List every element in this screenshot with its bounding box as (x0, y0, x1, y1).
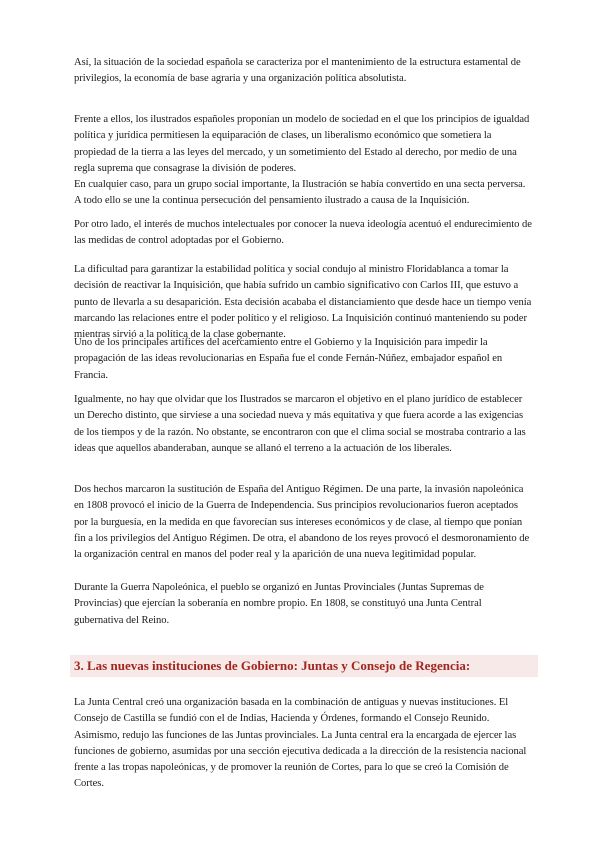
paragraph-5: La dificultad para garantizar la estabilidad política y social condujo al ministro Floridablanca a tomar la decisión de reactivar la Inquisición, que había sufrido un cambio significativo con Carlos III, que estuvo a punto de llevarla a su desaparición. Esta decisión acababa el distanciamiento que desde hace un tiempo venía marcando las relaciones entre el poder político y el religioso. La Inquisición continuó manteniendo su poder mientras sirvió a la política de la clase gobernante. (74, 264, 532, 341)
paragraph-9: Durante la Guerra Napoleónica, el pueblo se organizó en Juntas Provinciales (Juntas Supremas de Provincias) que ejercían la soberanía en nombre propio. En 1808, se constituyó una Junta Central gubernativa del Reino. (74, 582, 484, 626)
paragraph-6: Uno de los principales artífices del acercamiento entre el Gobierno y la Inquisición para impedir la propagación de las ideas revolucionarias en España fue el conde Fernán-Núñez, embajador español en Francia. (74, 337, 503, 381)
paragraph-1: Así, la situación de la sociedad española se caracteriza por el mantenimiento de la estructura estamental de privilegios, la economía de base agraria y una organización política absolutista. (74, 57, 521, 85)
section-paragraph: La Junta Central creó una organización basada en la combinación de antiguas y nuevas instituciones. El Consejo de Castilla se fundió con el de Indias, Hacienda y Órdenes, formando el Consejo Reunido. Asimismo, redujo las funciones de las Juntas provinciales. La Junta central era la encargada de ejercer las funciones de gobierno, asumidas por una sección ejecutiva dedicada a la dirección de la resistencia nacional frente a las tropas napoleónicas, y de promover la reunión de Cortes, para lo que se creó la Comisión de Cortes. (74, 697, 527, 790)
section-heading: 3. Las nuevas instituciones de Gobierno: Juntas y Consejo de Regencia: (74, 658, 471, 673)
paragraph-7: Igualmente, no hay que olvidar que los Ilustrados se marcaron el objetivo en el plano jurídico de establecer un Derecho distinto, que sirviese a una sociedad nueva y más equitativa y que fuera acorde a las exigencias de los tiempos y de la razón. No obstante, se encontraron con que el clima social se mostraba contrario a las ideas que aquellos abanderaban, aunque se allanó el terreno a la actuación de los liberales. (74, 394, 526, 454)
paragraph-4: Por otro lado, el interés de muchos intelectuales por conocer la nueva ideología acentuó el endurecimiento de las medidas de control adoptadas por el Gobierno. (74, 219, 532, 247)
paragraph-8: Dos hechos marcaron la sustitución de España del Antiguo Régimen. De una parte, la invasión napoleónica en 1808 provocó el inicio de la Guerra de Independencia. Sus principios revolucionarios fueron aceptados por la burguesía, en la medida en que favorecían sus intereses económicos y de clase, al tiempo que ponían fin a los privilegios del Antiguo Régimen. De otra, el abandono de los reyes provocó el desmoronamiento de la organización central en manos del poder real y la aparición de una nueva legitimidad popular. (74, 484, 530, 561)
paragraph-3: En cualquier caso, para un grupo social importante, la Ilustración se había convertido en una secta perversa. A todo ello se une la continua persecución del pensamiento ilustrado a causa de la Inquisición. (74, 179, 526, 207)
paragraph-2: Frente a ellos, los ilustrados españoles proponían un modelo de sociedad en el que los principios de igualdad política y jurídica permitiesen la equiparación de clases, un liberalismo económico que sometiera la propiedad de la tierra a las leyes del mercado, y un sometimiento del Estado al derecho, por medio de una regla suprema que consagrase la división de poderes. (74, 114, 530, 174)
